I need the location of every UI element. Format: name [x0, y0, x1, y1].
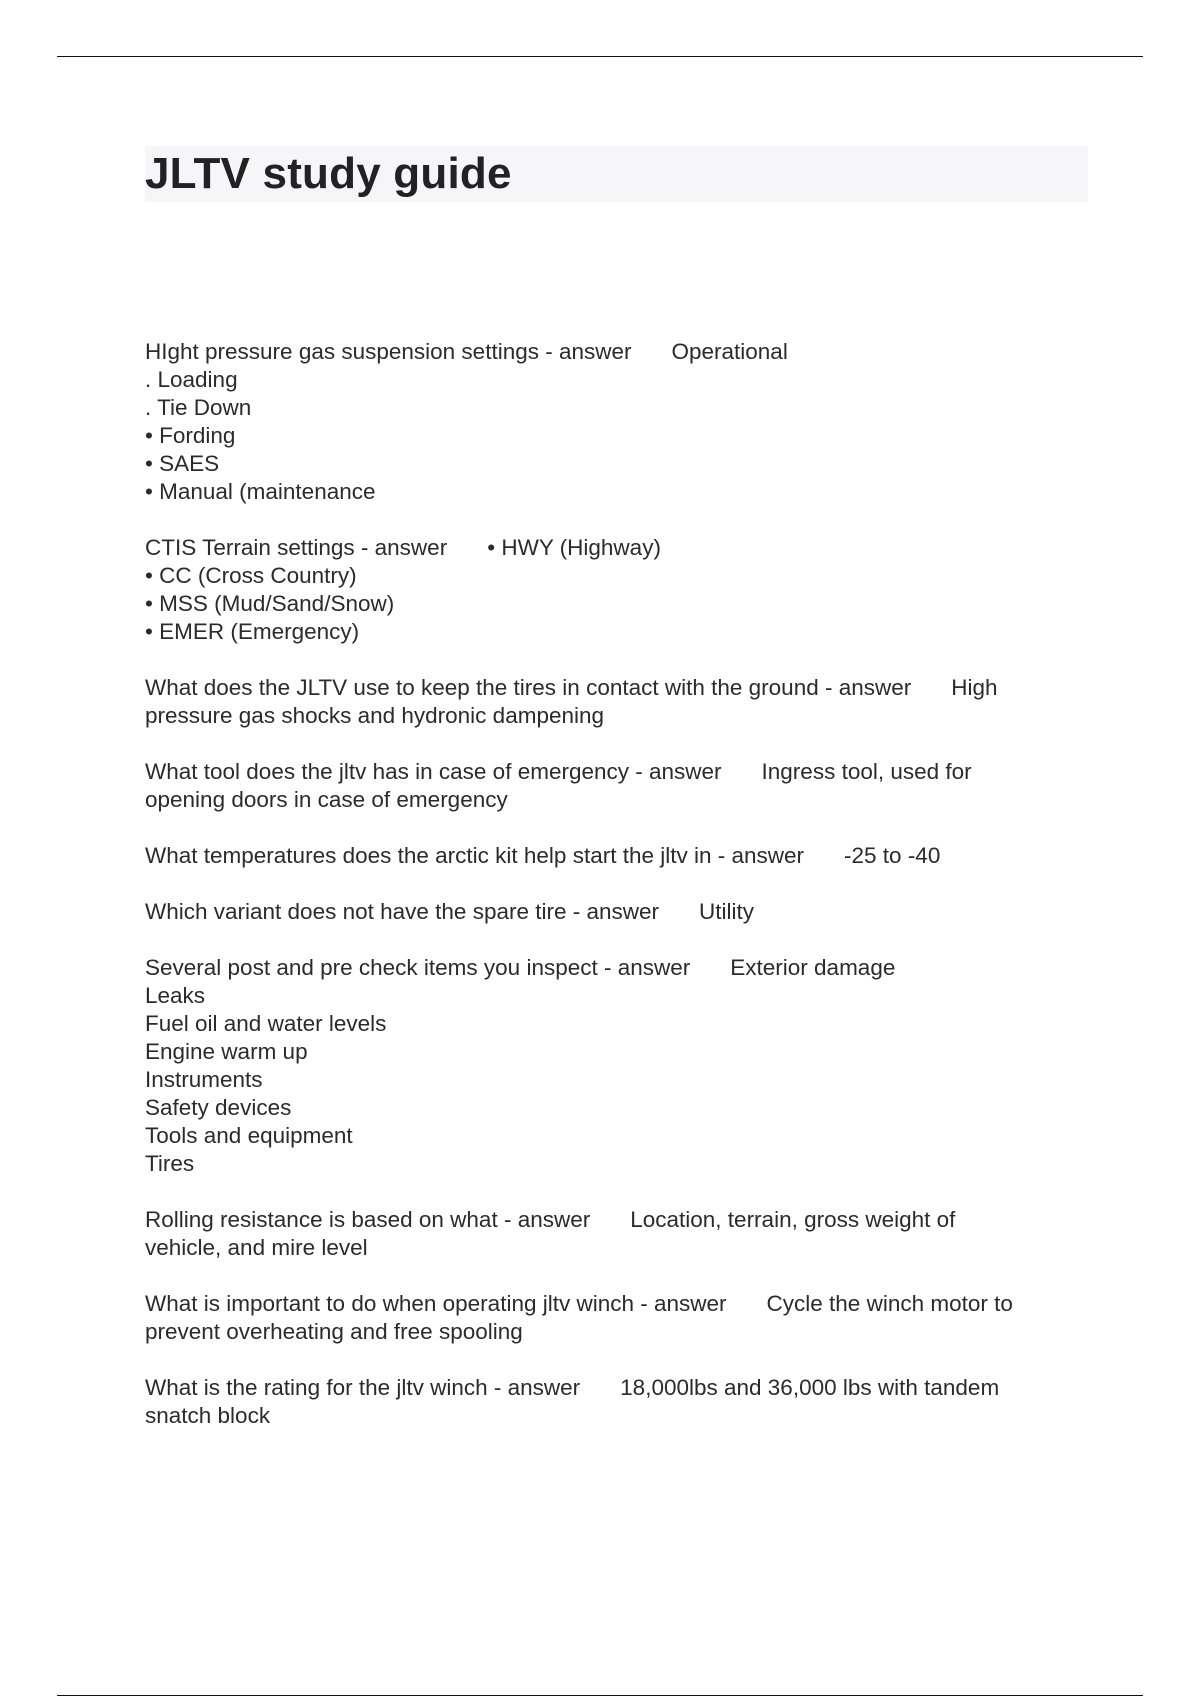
- study-card: [145, 842, 1090, 870]
- card-answer-line: Fuel oil and water levels: [145, 1011, 387, 1036]
- card-answer-line: Instruments: [145, 1067, 263, 1092]
- card-question: Rolling resistance is based on what - answer: [145, 1207, 591, 1232]
- card-answer: • HWY (Highway): [487, 535, 661, 560]
- card-answer-line: • Manual (maintenance: [145, 479, 376, 504]
- card-answer-line: prevent overheating and free spooling: [145, 1319, 523, 1344]
- card-answer-line: vehicle, and mire level: [145, 1235, 368, 1260]
- page-bottom-rule: [57, 1695, 1143, 1696]
- card-answer-line: . Loading: [145, 367, 238, 392]
- card-answer: Cycle the winch motor to: [766, 1291, 1013, 1316]
- study-card: [145, 1290, 1090, 1346]
- card-answer-line: opening doors in case of emergency: [145, 787, 508, 812]
- card-answer: 18,000lbs and 36,000 lbs with tandem: [620, 1375, 1000, 1400]
- study-cards-list: [145, 338, 1090, 1458]
- card-answer: High: [951, 675, 998, 700]
- card-question: What temperatures does the arctic kit help start the jltv in - answer: [145, 843, 805, 868]
- study-card: [145, 1206, 1090, 1262]
- card-question: What is important to do when operating jltv winch - answer: [145, 1291, 727, 1316]
- card-answer: Location, terrain, gross weight of: [630, 1207, 956, 1232]
- card-answer: Utility: [699, 899, 755, 924]
- card-answer-line: • SAES: [145, 451, 220, 476]
- card-question: Which variant does not have the spare tire - answer: [145, 899, 660, 924]
- study-card: [145, 954, 1090, 1178]
- card-question: What does the JLTV use to keep the tires in contact with the ground - answer: [145, 675, 912, 700]
- card-question: Several post and pre check items you inspect - answer: [145, 955, 691, 980]
- card-answer-line: Engine warm up: [145, 1039, 308, 1064]
- study-card: [145, 898, 1090, 926]
- card-question: What tool does the jltv has in case of emergency - answer: [145, 759, 722, 784]
- card-answer-line: Safety devices: [145, 1095, 292, 1120]
- card-answer-line: pressure gas shocks and hydronic dampening: [145, 703, 605, 728]
- study-card: [145, 338, 1090, 506]
- study-card: [145, 758, 1090, 814]
- study-card: [145, 674, 1090, 730]
- card-answer-line: • Fording: [145, 423, 236, 448]
- card-answer: Ingress tool, used for: [761, 759, 972, 784]
- card-answer-line: snatch block: [145, 1403, 271, 1428]
- card-question: What is the rating for the jltv winch - answer: [145, 1375, 581, 1400]
- card-answer-line: • CC (Cross Country): [145, 563, 357, 588]
- card-answer: -25 to -40: [844, 843, 941, 868]
- card-answer: Operational: [671, 339, 788, 364]
- card-answer-line: . Tie Down: [145, 395, 252, 420]
- card-answer: Exterior damage: [730, 955, 896, 980]
- card-answer-line: • EMER (Emergency): [145, 619, 360, 644]
- card-question: HIght pressure gas suspension settings - answer: [145, 339, 632, 364]
- page-top-rule: [57, 56, 1143, 57]
- card-question: CTIS Terrain settings - answer: [145, 535, 448, 560]
- card-answer-line: Tools and equipment: [145, 1123, 353, 1148]
- card-answer-line: Tires: [145, 1151, 195, 1176]
- page-title: JLTV study guide: [145, 149, 512, 198]
- study-card: [145, 534, 1090, 646]
- card-answer-line: Leaks: [145, 983, 206, 1008]
- card-answer-line: • MSS (Mud/Sand/Snow): [145, 591, 395, 616]
- study-card: [145, 1374, 1090, 1430]
